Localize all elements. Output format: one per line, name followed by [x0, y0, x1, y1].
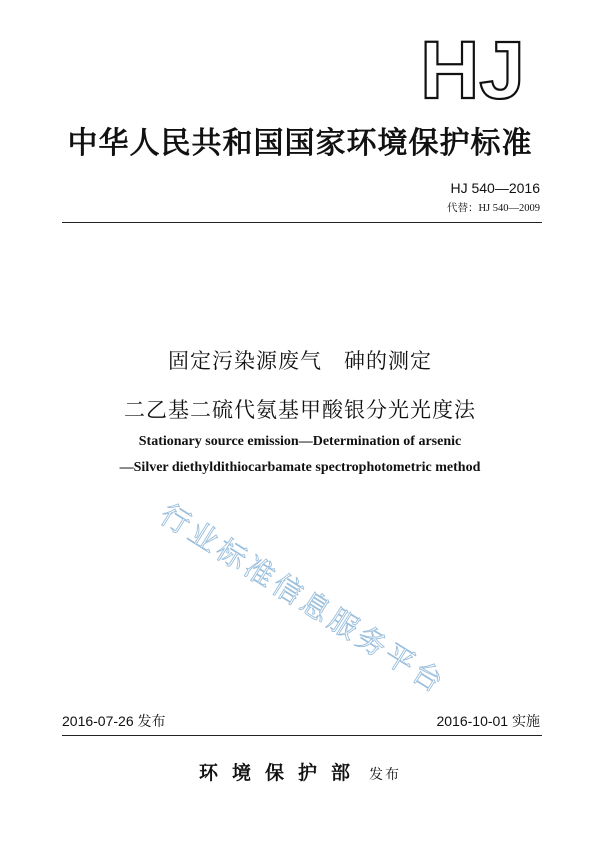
watermark — [150, 490, 490, 710]
standard-code: HJ 540—2016 — [450, 180, 540, 196]
header-divider — [62, 222, 542, 223]
publisher-name: 环境保护部 — [198, 762, 364, 784]
effective-date: 2016-10-01 实施 — [436, 713, 540, 729]
publisher-suffix: 发布 — [369, 767, 402, 783]
hj-logo-text: HJ — [420, 36, 525, 100]
publisher — [0, 758, 600, 785]
watermark-text: 行业标准信息服务平台 — [154, 497, 453, 701]
english-title-line-1: Stationary source emission—Determination of arsenic — [138, 434, 462, 449]
english-title-line-2: —Silver diethyldithiocarbamate spectrophotometric method — [119, 460, 481, 475]
chinese-title-line-1: 固定污染源废气 砷的测定 — [168, 349, 432, 373]
chinese-title-line-2: 二乙基二硫代氨基甲酸银分光光度法 — [124, 398, 476, 422]
issue-date: 2016-07-26 发布 — [62, 713, 166, 729]
hj-logo — [410, 36, 535, 100]
org-title: 中华人民共和国国家环境保护标准 — [67, 126, 533, 161]
footer-divider — [62, 735, 542, 736]
replaces-standard: 代替：HJ 540—2009 — [446, 203, 540, 214]
